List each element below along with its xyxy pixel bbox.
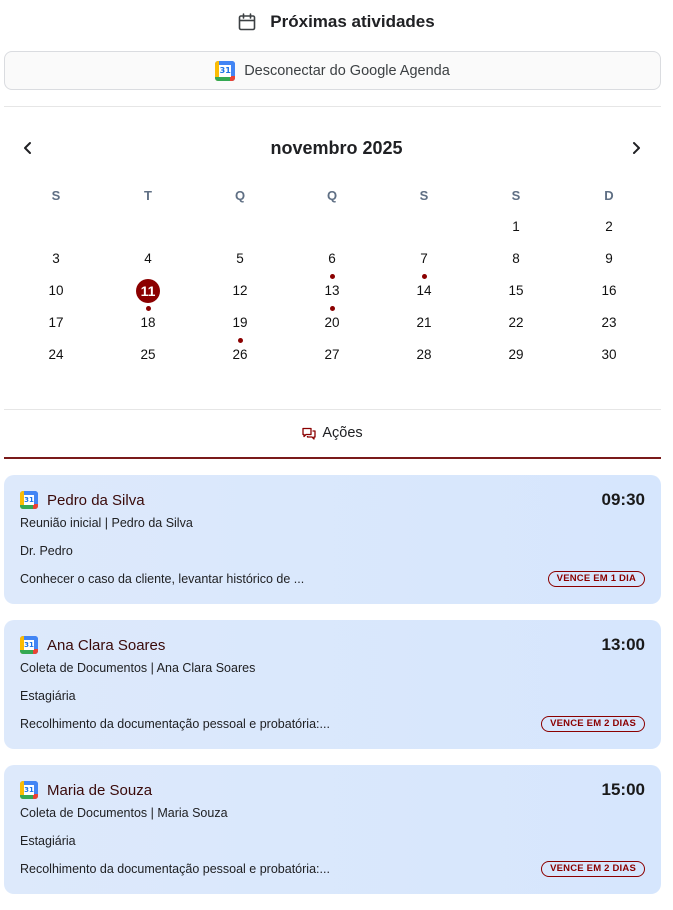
card-description: Conhecer o caso da cliente, levantar histórico de ... bbox=[20, 572, 305, 586]
due-badge: VENCE EM 2 DIAS bbox=[541, 861, 645, 877]
google-calendar-icon: 31 bbox=[20, 781, 38, 799]
google-calendar-icon: 31 bbox=[215, 61, 235, 81]
calendar-day[interactable]: 20 bbox=[324, 315, 340, 330]
card-client-name: Ana Clara Soares bbox=[47, 636, 166, 654]
card-header bbox=[20, 636, 165, 654]
month-label: novembro 2025 bbox=[270, 138, 403, 158]
calendar-day[interactable]: 15 bbox=[508, 283, 524, 298]
calendar-day[interactable]: 1 bbox=[512, 219, 520, 234]
calendar-day[interactable]: 28 bbox=[416, 347, 432, 362]
calendar-icon bbox=[238, 13, 256, 31]
previous-month-button[interactable] bbox=[16, 136, 40, 160]
card-subtitle: Reunião inicial | Pedro da Silva bbox=[20, 516, 193, 530]
weekday-header: Q bbox=[234, 188, 246, 203]
chevron-left-icon bbox=[21, 141, 35, 155]
divider bbox=[4, 409, 661, 410]
calendar-day[interactable]: 13 bbox=[324, 283, 340, 298]
card-assignee: Estagiária bbox=[20, 689, 76, 703]
calendar-day[interactable]: 10 bbox=[48, 283, 64, 298]
chat-bubbles-icon bbox=[302, 427, 316, 440]
calendar-day[interactable]: 14 bbox=[416, 283, 432, 298]
calendar-day[interactable]: 5 bbox=[236, 251, 244, 266]
calendar-day[interactable]: 17 bbox=[48, 315, 64, 330]
calendar-day[interactable]: 9 bbox=[605, 251, 613, 266]
chevron-right-icon bbox=[629, 141, 643, 155]
calendar-day[interactable]: 21 bbox=[416, 315, 432, 330]
tab-actions[interactable] bbox=[4, 414, 661, 452]
calendar-day[interactable]: 23 bbox=[601, 315, 617, 330]
due-badge: VENCE EM 2 DIAS bbox=[541, 716, 645, 732]
calendar-day[interactable]: 29 bbox=[508, 347, 524, 362]
weekday-header: T bbox=[144, 188, 152, 203]
calendar-day[interactable]: 8 bbox=[512, 251, 520, 266]
divider bbox=[4, 106, 661, 107]
card-assignee: Dr. Pedro bbox=[20, 544, 73, 558]
weekday-header: Q bbox=[326, 188, 338, 203]
calendar-day[interactable]: 7 bbox=[420, 251, 428, 266]
due-badge: VENCE EM 1 DIA bbox=[548, 571, 645, 587]
calendar-day[interactable]: 16 bbox=[601, 283, 617, 298]
disconnect-google-calendar-label: Desconectar do Google Agenda bbox=[244, 62, 450, 79]
weekday-header: S bbox=[419, 188, 429, 203]
disconnect-google-calendar-button[interactable] bbox=[4, 51, 661, 90]
calendar-day[interactable]: 18 bbox=[140, 315, 156, 330]
activity-card[interactable] bbox=[4, 475, 661, 604]
weekday-header: D bbox=[604, 188, 614, 203]
card-description: Recolhimento da documentação pessoal e probatória:... bbox=[20, 717, 330, 731]
activity-card[interactable] bbox=[4, 765, 661, 894]
calendar-day[interactable]: 27 bbox=[324, 347, 340, 362]
google-calendar-icon: 31 bbox=[20, 491, 38, 509]
calendar-day[interactable]: 19 bbox=[232, 315, 248, 330]
card-time: 15:00 bbox=[601, 780, 645, 799]
calendar-day[interactable]: 24 bbox=[48, 347, 64, 362]
card-time: 09:30 bbox=[601, 490, 645, 509]
card-header bbox=[20, 781, 152, 799]
calendar-day[interactable]: 22 bbox=[508, 315, 524, 330]
activity-card[interactable] bbox=[4, 620, 661, 749]
weekday-header: S bbox=[51, 188, 61, 203]
card-subtitle: Coleta de Documentos | Maria Souza bbox=[20, 806, 228, 820]
card-description: Recolhimento da documentação pessoal e probatória:... bbox=[20, 862, 330, 876]
calendar-day[interactable]: 12 bbox=[232, 283, 248, 298]
calendar-day[interactable]: 6 bbox=[328, 251, 336, 266]
page-header bbox=[0, 0, 673, 44]
calendar-day[interactable]: 26 bbox=[232, 347, 248, 362]
card-client-name: Maria de Souza bbox=[47, 781, 153, 799]
card-time: 13:00 bbox=[601, 635, 645, 654]
card-subtitle: Coleta de Documentos | Ana Clara Soares bbox=[20, 661, 256, 675]
google-calendar-icon: 31 bbox=[20, 636, 38, 654]
card-assignee: Estagiária bbox=[20, 834, 76, 848]
tab-actions-label: Ações bbox=[322, 425, 363, 441]
calendar-day-today[interactable]: 11 bbox=[136, 279, 160, 303]
card-client-name: Pedro da Silva bbox=[47, 491, 145, 509]
active-tab-indicator bbox=[4, 457, 661, 459]
calendar-day[interactable]: 30 bbox=[601, 347, 617, 362]
card-header bbox=[20, 491, 145, 509]
calendar-day[interactable]: 4 bbox=[144, 251, 152, 266]
weekday-header: S bbox=[511, 188, 521, 203]
page-title: Próximas atividades bbox=[270, 12, 435, 31]
calendar-day[interactable]: 2 bbox=[605, 219, 613, 234]
calendar-day[interactable]: 25 bbox=[140, 347, 156, 362]
next-month-button[interactable] bbox=[624, 136, 648, 160]
calendar-day[interactable]: 3 bbox=[52, 251, 60, 266]
